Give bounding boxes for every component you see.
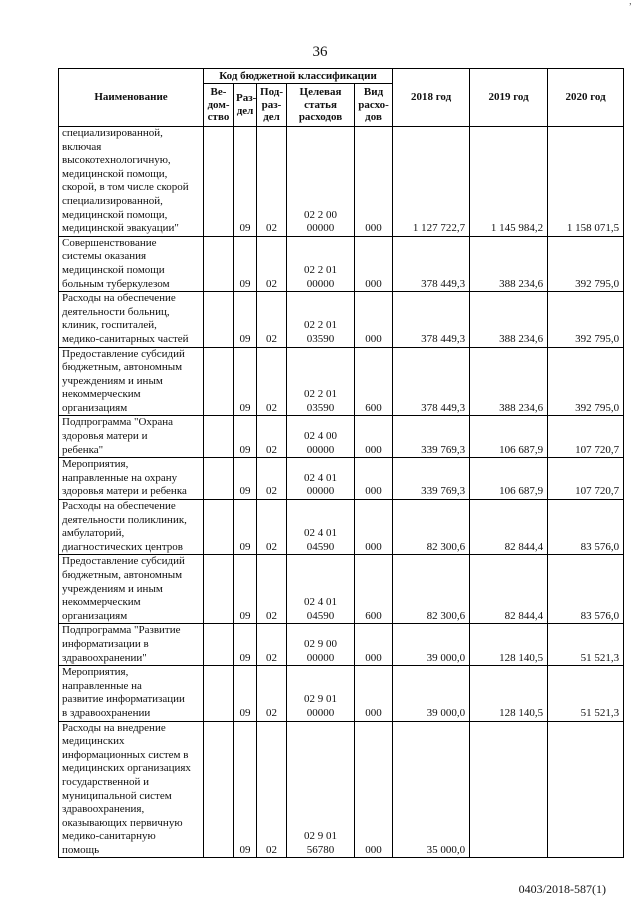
row-2018: 35 000,0 — [393, 721, 470, 858]
table-body — [59, 127, 624, 858]
row-2018: 378 449,3 — [393, 347, 470, 416]
row-target: 02 4 01 00000 — [287, 458, 355, 500]
table-row — [59, 721, 624, 858]
row-name: Мероприятия, направленные на развитие информатизации в здравоохранении — [59, 666, 204, 721]
row-target: 02 2 00 00000 — [287, 127, 355, 237]
col-vedomstvo-header: Ве- дом- ство — [204, 84, 234, 127]
row-vid: 000 — [355, 236, 393, 291]
row-2020: 51 521,3 — [548, 624, 624, 666]
row-vid: 000 — [355, 292, 393, 347]
row-podrazdel: 02 — [257, 236, 287, 291]
row-2019: 388 234,6 — [470, 236, 548, 291]
table-row — [59, 666, 624, 721]
row-vedomstvo — [204, 292, 234, 347]
row-name: специализированной, включая высокотехнологичную, медицинской помощи, скорой, в том числе скорой специализированной, медицинской помощи, медицинской эвакуации" — [59, 127, 204, 237]
row-vedomstvo — [204, 721, 234, 858]
col-name-header: Наименование — [59, 69, 204, 127]
row-target: 02 9 01 00000 — [287, 666, 355, 721]
row-target: 02 4 01 04590 — [287, 555, 355, 624]
row-target: 02 4 00 00000 — [287, 416, 355, 458]
row-2019: 82 844,4 — [470, 500, 548, 555]
row-vedomstvo — [204, 458, 234, 500]
row-2018: 1 127 722,7 — [393, 127, 470, 237]
document-code: 0403/2018-587(1) — [518, 882, 606, 896]
table-row — [59, 555, 624, 624]
row-2018: 378 449,3 — [393, 292, 470, 347]
row-target: 02 9 01 56780 — [287, 721, 355, 858]
budget-table — [58, 68, 624, 858]
row-vid: 600 — [355, 555, 393, 624]
row-target: 02 9 00 00000 — [287, 624, 355, 666]
corner-mark: ’ — [628, 2, 632, 13]
row-podrazdel: 02 — [257, 347, 287, 416]
row-2020: 51 521,3 — [548, 666, 624, 721]
col-2019-header: 2019 год — [470, 69, 548, 127]
col-podrazdel-header: Под- раз- дел — [257, 84, 287, 127]
row-name: Расходы на обеспечение деятельности поликлиник, амбулаторий, диагностических центров — [59, 500, 204, 555]
row-podrazdel: 02 — [257, 666, 287, 721]
row-2020 — [548, 721, 624, 858]
row-name: Подпрограмма "Охрана здоровья матери и ребенка" — [59, 416, 204, 458]
row-vedomstvo — [204, 347, 234, 416]
row-name: Мероприятия, направленные на охрану здоровья матери и ребенка — [59, 458, 204, 500]
row-podrazdel: 02 — [257, 624, 287, 666]
row-2019: 388 234,6 — [470, 292, 548, 347]
row-target: 02 2 01 00000 — [287, 236, 355, 291]
row-2020: 392 795,0 — [548, 236, 624, 291]
row-2020: 107 720,7 — [548, 416, 624, 458]
table-row — [59, 500, 624, 555]
table-row — [59, 236, 624, 291]
row-name: Подпрограмма "Развитие информатизации в здравоохранении" — [59, 624, 204, 666]
row-razdel: 09 — [234, 555, 257, 624]
row-2019 — [470, 721, 548, 858]
row-name: Предоставление субсидий бюджетным, автономным учреждениям и иным некоммерческим организациям — [59, 347, 204, 416]
page-number: 36 — [312, 44, 328, 60]
table-row — [59, 416, 624, 458]
row-2020: 83 576,0 — [548, 555, 624, 624]
row-razdel: 09 — [234, 236, 257, 291]
col-2020-header: 2020 год — [548, 69, 624, 127]
row-razdel: 09 — [234, 458, 257, 500]
row-podrazdel: 02 — [257, 721, 287, 858]
row-2020: 392 795,0 — [548, 292, 624, 347]
row-2018: 339 769,3 — [393, 458, 470, 500]
row-2018: 39 000,0 — [393, 666, 470, 721]
table-row — [59, 458, 624, 500]
row-2019: 106 687,9 — [470, 458, 548, 500]
table-row — [59, 347, 624, 416]
row-2019: 82 844,4 — [470, 555, 548, 624]
col-target-header: Целевая статья расходов — [287, 84, 355, 127]
row-2018: 378 449,3 — [393, 236, 470, 291]
row-vid: 000 — [355, 624, 393, 666]
row-vedomstvo — [204, 416, 234, 458]
row-podrazdel: 02 — [257, 416, 287, 458]
row-2018: 339 769,3 — [393, 416, 470, 458]
row-vid: 000 — [355, 127, 393, 237]
row-razdel: 09 — [234, 292, 257, 347]
row-razdel: 09 — [234, 624, 257, 666]
row-vedomstvo — [204, 666, 234, 721]
col-razdel-header: Раз- дел — [234, 84, 257, 127]
row-podrazdel: 02 — [257, 127, 287, 237]
row-vid: 600 — [355, 347, 393, 416]
row-vedomstvo — [204, 624, 234, 666]
row-vedomstvo — [204, 555, 234, 624]
row-razdel: 09 — [234, 666, 257, 721]
row-2019: 128 140,5 — [470, 624, 548, 666]
row-2018: 82 300,6 — [393, 500, 470, 555]
row-razdel: 09 — [234, 416, 257, 458]
row-2020: 392 795,0 — [548, 347, 624, 416]
row-razdel: 09 — [234, 721, 257, 858]
table-header — [59, 69, 624, 127]
row-2020: 107 720,7 — [548, 458, 624, 500]
row-name: Совершенствование системы оказания медицинской помощи больным туберкулезом — [59, 236, 204, 291]
row-2019: 106 687,9 — [470, 416, 548, 458]
row-2018: 39 000,0 — [393, 624, 470, 666]
row-target: 02 2 01 03590 — [287, 347, 355, 416]
row-razdel: 09 — [234, 127, 257, 237]
row-podrazdel: 02 — [257, 555, 287, 624]
row-vedomstvo — [204, 127, 234, 237]
row-2019: 388 234,6 — [470, 347, 548, 416]
row-podrazdel: 02 — [257, 292, 287, 347]
row-razdel: 09 — [234, 347, 257, 416]
row-vid: 000 — [355, 666, 393, 721]
row-name: Расходы на обеспечение деятельности больниц, клиник, госпиталей, медико-санитарных частей — [59, 292, 204, 347]
row-name: Расходы на внедрение медицинских информационных систем в медицинских организациях государственной и муниципальной систем здравоохранения, оказывающих первичную медико-санитарную помощь — [59, 721, 204, 858]
table-row — [59, 127, 624, 237]
row-2018: 82 300,6 — [393, 555, 470, 624]
row-2019: 1 145 984,2 — [470, 127, 548, 237]
row-podrazdel: 02 — [257, 500, 287, 555]
row-2019: 128 140,5 — [470, 666, 548, 721]
row-target: 02 4 01 04590 — [287, 500, 355, 555]
row-razdel: 09 — [234, 500, 257, 555]
budget-code-header: Код бюджетной классификации — [204, 69, 393, 84]
row-vedomstvo — [204, 236, 234, 291]
row-name: Предоставление субсидий бюджетным, автономным учреждениям и иным некоммерческим организациям — [59, 555, 204, 624]
row-vedomstvo — [204, 500, 234, 555]
row-vid: 000 — [355, 500, 393, 555]
col-vid-header: Вид расхо- дов — [355, 84, 393, 127]
table-row — [59, 292, 624, 347]
row-2020: 83 576,0 — [548, 500, 624, 555]
col-2018-header: 2018 год — [393, 69, 470, 127]
row-podrazdel: 02 — [257, 458, 287, 500]
table-row — [59, 624, 624, 666]
row-2020: 1 158 071,5 — [548, 127, 624, 237]
row-vid: 000 — [355, 416, 393, 458]
row-target: 02 2 01 03590 — [287, 292, 355, 347]
row-vid: 000 — [355, 721, 393, 858]
row-vid: 000 — [355, 458, 393, 500]
